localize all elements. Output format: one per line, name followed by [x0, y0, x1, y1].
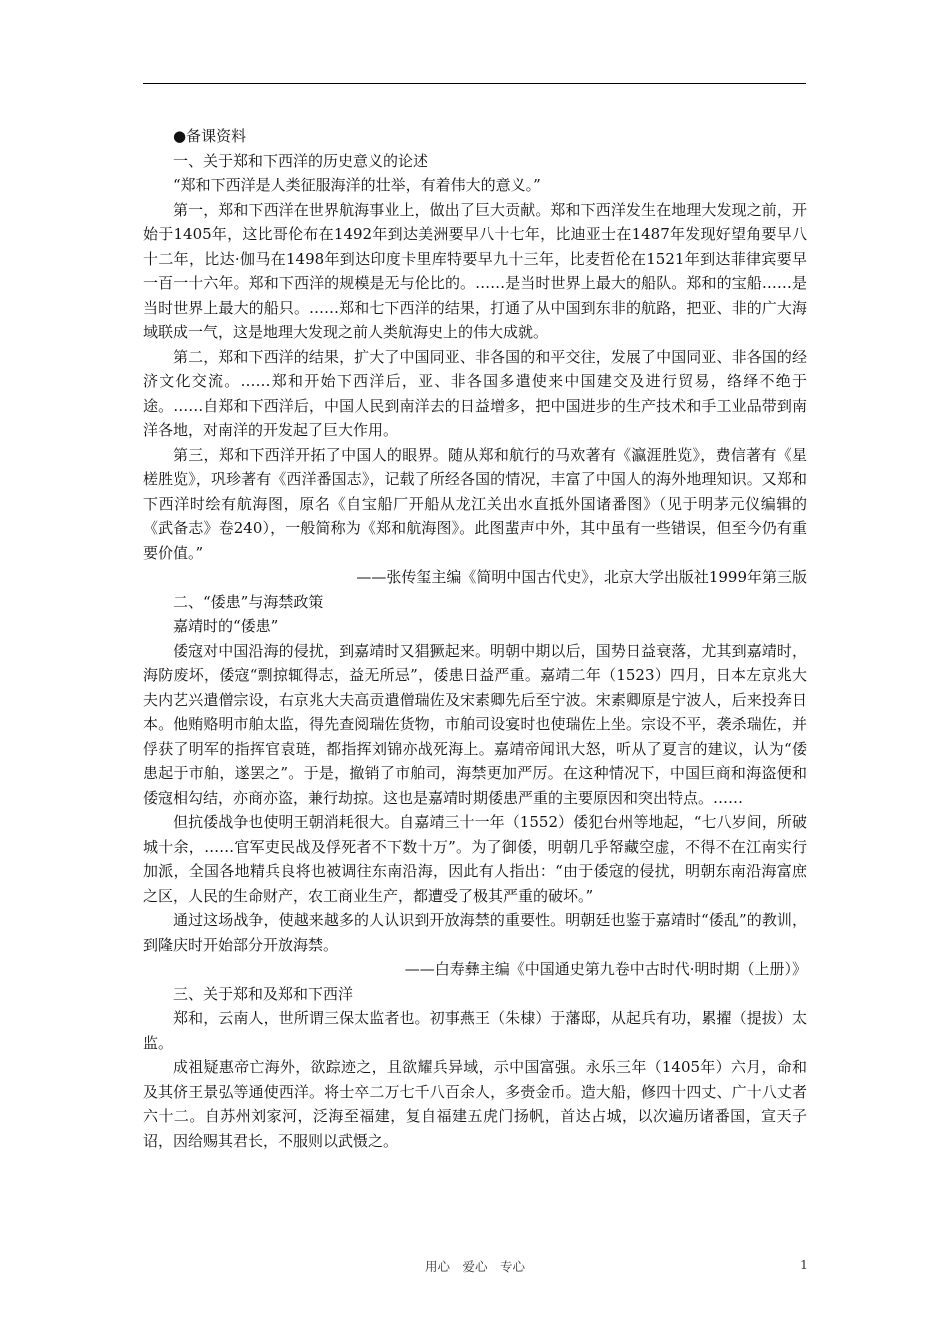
paragraph: 倭寇对中国沿海的侵扰，到嘉靖时又猖獗起来。明朝中期以后，国势日益衰落，尤其到嘉靖时，海防废坏，倭寇“剽掠辄得志，益无所忌”，倭患日益严重。嘉靖二年（1523）四月，日本左京兆大夫内艺兴遣僧宗设，右京兆大夫高贡遣僧瑞佐及宋素卿先后至宁波。宋素卿原是宁波人，后来投奔日本。他贿赂明市舶太监，得先查阅瑞佐货物，市舶司设宴时也使瑞佐上坐。宗设不平，袭杀瑞佐，并俘获了明军的指挥官袁琏，都指挥刘锦亦战死海上。嘉靖帝闻讯大怒，听从了夏言的建议，认为“倭患起于市舶，遂罢之”。于是，撤销了市舶司，海禁更加严厉。在这种情况下，中国巨商和海盗便和倭寇相勾结，亦商亦盗，兼行劫掠。这也是嘉靖时期倭患严重的主要原因和突出特点。…… — [143, 641, 807, 807]
section-heading-1: 一、关于郑和下西洋的历史意义的论述 — [173, 151, 429, 170]
paragraph: 成祖疑惠帝亡海外，欲踪迹之，且欲耀兵异域，示中国富强。永乐三年（1405年）六月，命和及其侪王景弘等通使西洋。将士卒二万七千八百余人，多赍金币。造大船，修四十四丈、广十八丈者六十二。自苏州刘家河，泛海至福建，复自福建五虎门扬帆，首达占城，以次遍历诸番国，宣天子诏，因给赐其君长，不服则以武慑之。 — [143, 1058, 807, 1150]
section-heading-2: 二、“倭患”与海禁政策 — [173, 592, 324, 611]
citation: ——白寿彝主编《中国通史第九卷中古时代·明时期（上册）》 — [404, 960, 807, 978]
section-heading-prep: ●备课资料 — [173, 127, 247, 145]
document-body — [143, 124, 807, 1153]
paragraph: 但抗倭战争也使明王朝消耗很大。自嘉靖三十一年（1552）倭犯台州等地起，“七八岁间，所破城十余，……官军吏民战及俘死者不下数十万”。为了御倭，明朝几乎帑藏空虚，不得不在江南实行加派，全国各地精兵良将也被调往东南沿海，因此有人指出：“由于倭寇的侵扰，明朝东南沿海富庶之区，人民的生命财产，农工商业生产，都遭受了极其严重的破坏。” — [143, 813, 807, 905]
citation: ——张传玺主编《简明中国古代史》，北京大学出版社1999年第三版 — [356, 568, 807, 586]
header-rule — [143, 83, 806, 84]
subheading: 嘉靖时的“倭患” — [173, 617, 279, 635]
page-number: 1 — [800, 1257, 808, 1272]
page-footer — [0, 1257, 950, 1277]
paragraph: 郑和，云南人，世所谓三保太监者也。初事燕王（朱棣）于藩邸，从起兵有功，累擢（提拔）太监。 — [143, 1009, 807, 1052]
paragraph: 第一，郑和下西洋在世界航海事业上，做出了巨大贡献。郑和下西洋发生在地理大发现之前，开始于1405年，这比哥伦布在1492年到达美洲要早八十七年，比迪亚士在1487年发现好望角要早八十二年，比达·伽马在1498年到达印度卡里库特要早九十三年，比麦哲伦在1521年到达菲律宾要早一百一十六年。郑和下西洋的规模是无与伦比的。……是当时世界上最大的船队。郑和的宝船……是当时世界上最大的船只。……郑和七下西洋的结果，打通了从中国到东非的航路，把亚、非的广大海域联成一气，这是地理大发现之前人类航海史上的伟大成就。 — [143, 200, 807, 341]
paragraph: 通过这场战争，使越来越多的人认识到开放海禁的重要性。明朝廷也鉴于嘉靖时“倭乱”的教训，到隆庆时开始部分开放海禁。 — [143, 911, 807, 954]
paragraph: 第三，郑和下西洋开拓了中国人的眼界。随从郑和航行的马欢著有《瀛涯胜览》，费信著有《星槎胜览》，巩珍著有《西洋番国志》，记载了所经各国的情况，丰富了中国人的海外地理知识。又郑和下西洋时绘有航海图，原名《自宝船厂开船从龙江关出水直抵外国诸番图》（见于明茅元仪编辑的《武备志》卷240），一般简称为《郑和航海图》。此图蜚声中外，其中虽有一些错误，但至今仍有重要价值。” — [143, 445, 807, 562]
paragraph: 第二，郑和下西洋的结果，扩大了中国同亚、非各国的和平交往，发展了中国同亚、非各国的经济文化交流。……郑和开始下西洋后，亚、非各国多遣使来中国建交及进行贸易，络绎不绝于途。……自郑和下西洋后，中国人民到南洋去的日益增多，把中国进步的生产技术和手工业品带到南洋各地，对南洋的开发起了巨大作用。 — [143, 347, 807, 439]
quote-intro: “郑和下西洋是人类征服海洋的壮举，有着伟大的意义。” — [173, 176, 541, 194]
footer-motto: 用心 爱心 专心 — [424, 1259, 525, 1274]
section-heading-3: 三、关于郑和及郑和下西洋 — [173, 984, 354, 1003]
